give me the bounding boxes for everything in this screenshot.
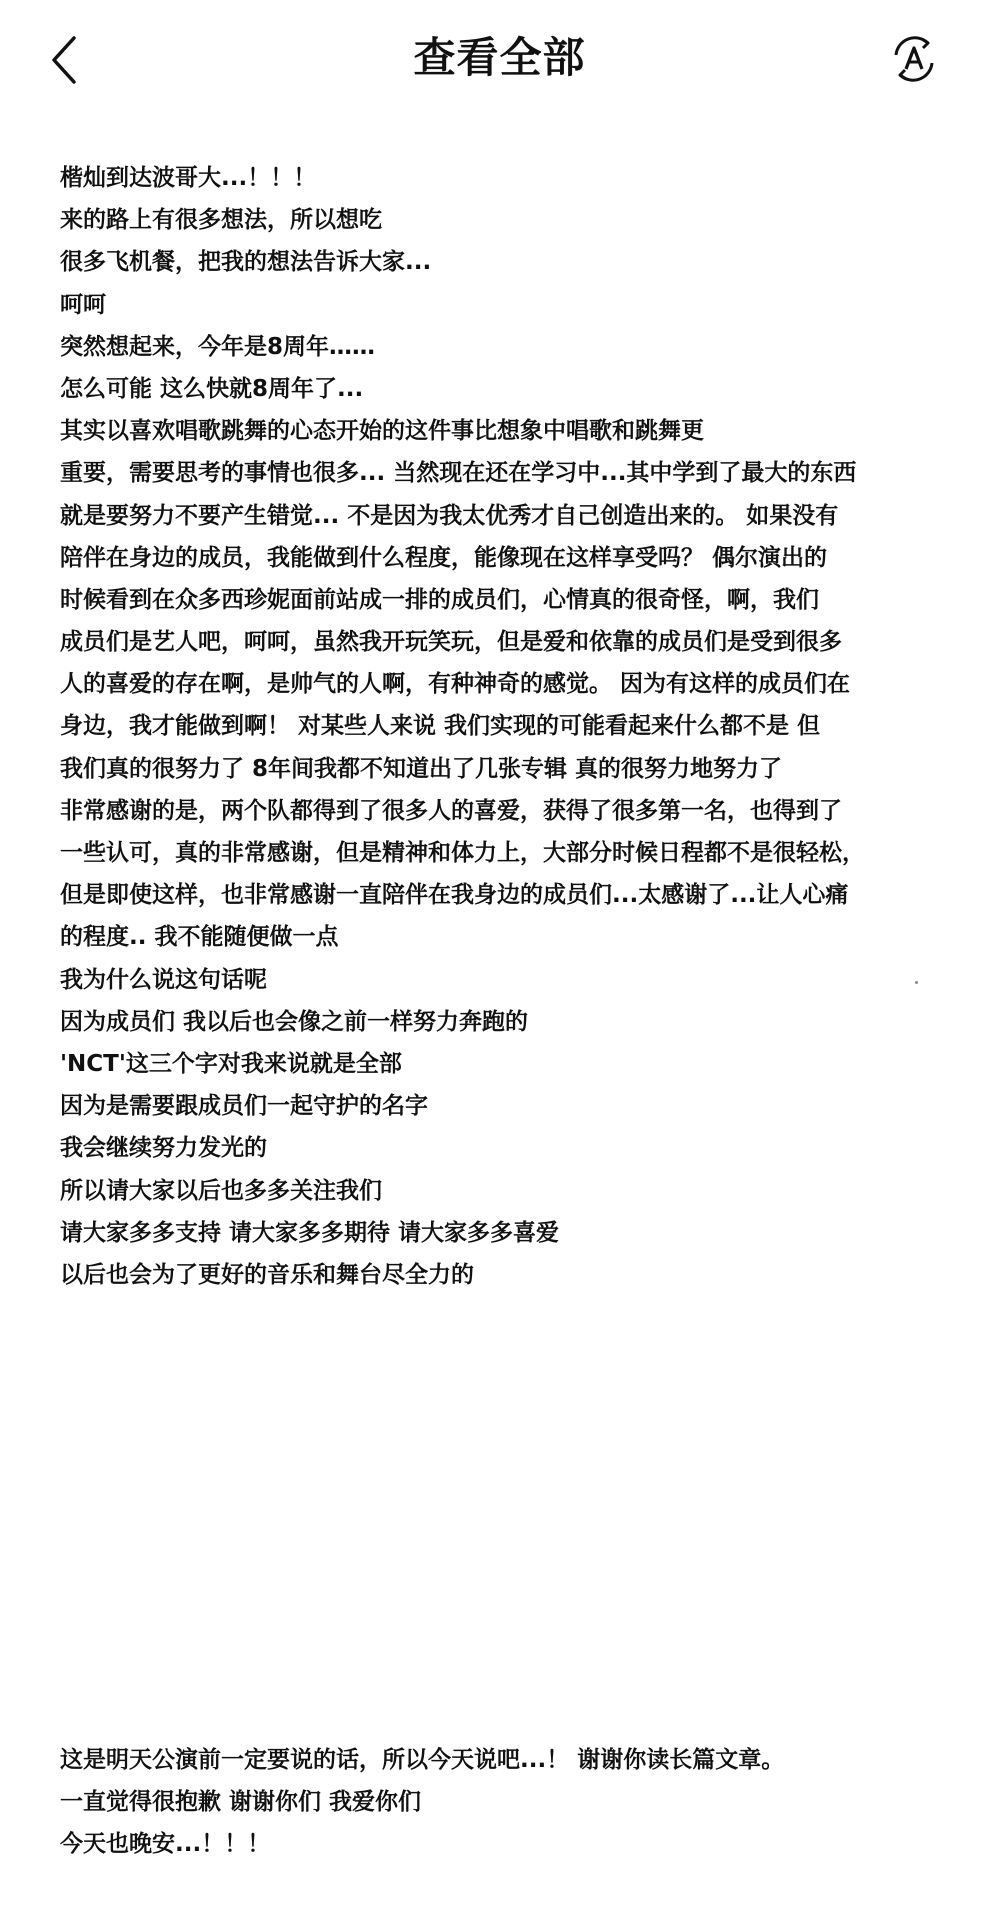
article-line: 很多飞机餐，把我的想法告诉大家... bbox=[60, 249, 432, 276]
article-line: 时候看到在众多西珍妮面前站成一排的成员们，心情真的很奇怪，啊，我们 bbox=[60, 586, 819, 613]
article-line: 但是即使这样，也非常感谢一直陪伴在我身边的成员们...太感谢了...让人心痛 bbox=[60, 882, 849, 909]
top-bar bbox=[0, 0, 999, 120]
article-line: 呵呵 bbox=[60, 291, 106, 318]
article-line: 一些认可，真的非常感谢，但是精神和体力上，大部分时候日程都不是很轻松， bbox=[60, 840, 865, 866]
article-line: 因为是需要跟成员们一起守护的名字 bbox=[60, 1093, 428, 1120]
article-line: 成员们是艺人吧，呵呵，虽然我开玩笑玩，但是爱和依靠的成员们是受到很多 bbox=[60, 629, 842, 656]
article-line: 今天也晚安...！！！ bbox=[60, 1831, 271, 1858]
article-line: 我为什么说这句话呢 bbox=[60, 966, 267, 993]
translate-button[interactable] bbox=[888, 33, 940, 85]
article-line: 我会继续努力发光的 bbox=[60, 1135, 267, 1162]
article-line: 突然想起来，今年是8周年…… bbox=[60, 333, 376, 360]
article-line: 因为成员们 我以后也会像之前一样努力奔跑的 bbox=[60, 1008, 529, 1035]
article-line: 以后也会为了更好的音乐和舞台尽全力的 bbox=[60, 1261, 474, 1288]
article-line: 来的路上有很多想法，所以想吃 bbox=[60, 207, 382, 234]
translate-a-icon bbox=[888, 33, 940, 85]
article-line: 怎么可能 这么快就8周年了... bbox=[60, 375, 364, 402]
article-line: 所以请大家以后也多多关注我们 bbox=[60, 1177, 382, 1204]
article-line: 人的喜爱的存在啊，是帅气的人啊，有种神奇的感觉。 因为有这样的成员们在 bbox=[60, 671, 851, 698]
article-ending bbox=[60, 1739, 960, 1866]
article-line: 一直觉得很抱歉 谢谢你们 我爱你们 bbox=[60, 1789, 422, 1816]
article-line: 'NCT'这三个字对我来说就是全部 bbox=[60, 1050, 402, 1077]
stray-dot bbox=[915, 981, 918, 984]
article-line: 非常感谢的是，两个队都得到了很多人的喜爱，获得了很多第一名，也得到了 bbox=[60, 797, 842, 824]
article-line: 陪伴在身边的成员，我能做到什么程度，能像现在这样享受吗？ 偶尔演出的 bbox=[60, 544, 828, 571]
page-title: 查看全部 bbox=[413, 33, 586, 82]
article-line: 重要，需要思考的事情也很多... 当然现在还在学习中...其中学到了最大的东西 bbox=[60, 460, 857, 487]
article-line: 就是要努力不要产生错觉... 不是因为我太优秀才自己创造出来的。 如果没有 bbox=[60, 502, 839, 529]
article-line: 楷灿到达波哥大...！！！ bbox=[60, 165, 317, 191]
article-line: 身边，我才能做到啊！ 对某些人来说 我们实现的可能看起来什么都不是 但 bbox=[60, 713, 821, 740]
article-line: 其实以喜欢唱歌跳舞的心态开始的这件事比想象中唱歌和跳舞更 bbox=[60, 418, 704, 445]
article-line: 的程度.. 我不能随便做一点 bbox=[60, 924, 339, 951]
article-body bbox=[60, 157, 960, 1296]
article-line: 我们真的很努力了 8年间我都不知道出了几张专辑 真的很努力地努力了 bbox=[60, 755, 783, 782]
article-line: 这是明天公演前一定要说的话，所以今天说吧...！ 谢谢你读长篇文章。 bbox=[60, 1747, 785, 1773]
article-line: 请大家多多支持 请大家多多期待 请大家多多喜爱 bbox=[60, 1219, 560, 1246]
